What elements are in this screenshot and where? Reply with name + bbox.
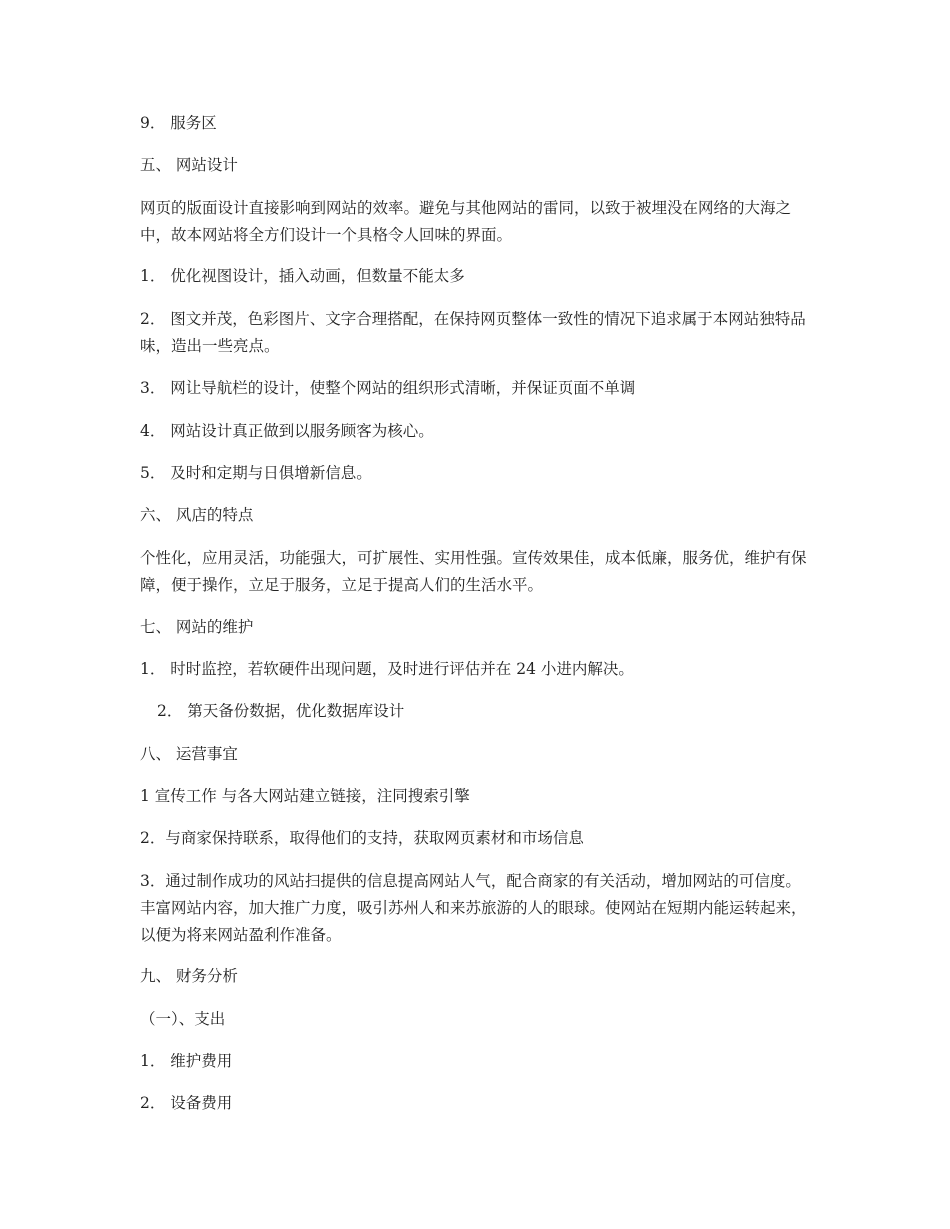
list-item-design-5: 5． 及时和定期与日俱增新信息。: [140, 464, 372, 482]
list-item-design-4: 4． 网站设计真正做到以服务顾客为核心。: [140, 422, 434, 440]
subsection-heading-expenses: （一）、支出: [140, 1010, 226, 1028]
list-item-expense-2: 2． 设备费用: [140, 1094, 233, 1112]
list-item-design-1: 1． 优化视图设计，插入动画，但数量不能太多: [140, 267, 465, 285]
list-item-operations-3: 3．通过制作成功的风站扫提供的信息提高网站人气，配合商家的有关活动，增加网站的可信度。丰富网站内容，加大推广力度，吸引苏州人和来苏旅游的人的眼球。使网站在短期内能运转起来，以便为将来网站盈利作准备。: [140, 872, 807, 944]
section-heading-finance: 九、 财务分析: [140, 967, 238, 985]
paragraph-design-intro: 网页的版面设计直接影响到网站的效率。避免与其他网站的雷同，以致于被埋没在网络的大海之中，故本网站将全方们设计一个具格令人回味的界面。: [140, 199, 792, 244]
list-item-expense-1: 1． 维护费用: [140, 1052, 233, 1070]
section-heading-maintenance: 七、 网站的维护: [140, 618, 254, 636]
list-item-design-3: 3． 网让导航栏的设计，使整个网站的组织形式清晰，并保证页面不单调: [140, 379, 636, 397]
list-item-maintenance-1: 1． 时时监控，若软硬件出现问题，及时进行评估并在 24 小进内解决。: [140, 660, 634, 678]
list-item-service-area: 9． 服务区: [140, 114, 217, 132]
section-heading-website-design: 五、 网站设计: [140, 156, 238, 174]
list-item-operations-2: 2．与商家保持联系，取得他们的支持，获取网页素材和市场信息: [140, 829, 584, 847]
list-item-design-2: 2． 图文并茂，色彩图片、文字合理搭配，在保持网页整体一致性的情况下追求属于本网站独特品味，造出一些亮点。: [140, 310, 806, 355]
list-item-operations-1: 1 宣传工作 与各大网站建立链接，注同搜索引擎: [140, 787, 470, 805]
paragraph-features: 个性化，应用灵活，功能强大，可扩展性、实用性强。宣传效果佳，成本低廉，服务优，维护有保障，便于操作，立足于服务，立足于提高人们的生活水平。: [140, 549, 807, 594]
list-item-maintenance-2: 2． 第天备份数据，优化数据库设计: [157, 702, 405, 720]
section-heading-operations: 八、 运营事宜: [140, 745, 238, 763]
section-heading-features: 六、 风店的特点: [140, 506, 254, 524]
